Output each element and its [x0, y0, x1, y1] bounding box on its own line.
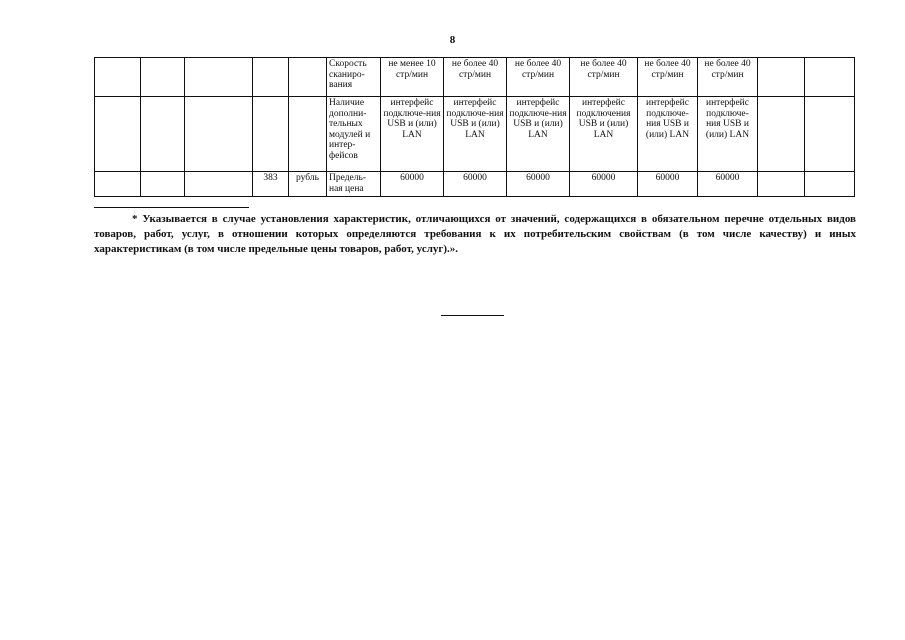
value-cell: 60000 — [638, 172, 698, 197]
value-cell: не более 40 стр/мин — [698, 58, 758, 97]
value-cell: интерфейс подключе-ния USB и (или) LAN — [444, 97, 507, 172]
value-cell: не более 40 стр/мин — [570, 58, 638, 97]
characteristics-table — [94, 57, 855, 197]
characteristic-name: Наличие дополни-тельных модулей и интер-фейсов — [327, 97, 381, 172]
okei-code: 383 — [253, 172, 289, 197]
unit-cell — [289, 97, 327, 172]
empty-cell — [95, 172, 141, 197]
value-cell: 60000 — [570, 172, 638, 197]
footnote-divider — [94, 207, 249, 208]
empty-cell — [185, 97, 253, 172]
value-cell: 60000 — [507, 172, 570, 197]
empty-cell — [758, 172, 805, 197]
value-cell: не более 40 стр/мин — [638, 58, 698, 97]
value-cell: не более 40 стр/мин — [444, 58, 507, 97]
empty-cell — [805, 97, 855, 172]
characteristic-name: Скорость сканиро-вания — [327, 58, 381, 97]
empty-cell — [141, 172, 185, 197]
unit-cell — [289, 58, 327, 97]
table-row-scan-speed — [95, 58, 855, 97]
empty-cell — [141, 58, 185, 97]
empty-cell — [758, 58, 805, 97]
empty-cell — [758, 97, 805, 172]
empty-cell — [95, 58, 141, 97]
page-number: 8 — [449, 34, 456, 46]
footnote-text: * Указывается в случае установления характеристик, отличающихся от значений, содержащихся в обязательном перечне отдельных видов товаров, работ, услуг, в отношении которых определяются требования к их потребительским свойствам (в том числе качеству) и иных характеристикам (в том числе предельные цены товаров, работ, услуг).». — [94, 213, 856, 255]
value-cell: 60000 — [444, 172, 507, 197]
value-cell: 60000 — [381, 172, 444, 197]
value-cell: не менее 10 стр/мин — [381, 58, 444, 97]
code-cell — [253, 97, 289, 172]
empty-cell — [805, 172, 855, 197]
end-of-document-divider — [441, 315, 504, 316]
code-cell — [253, 58, 289, 97]
empty-cell — [805, 58, 855, 97]
empty-cell — [185, 172, 253, 197]
value-cell: интерфейс подключе-ния USB и (или) LAN — [698, 97, 758, 172]
unit-name: рубль — [289, 172, 327, 197]
empty-cell — [141, 97, 185, 172]
value-cell: интерфейс подключе-ния USB и (или) LAN — [638, 97, 698, 172]
value-cell: интерфейс подключе-ния USB и (или) LAN — [381, 97, 444, 172]
value-cell: 60000 — [698, 172, 758, 197]
characteristic-name: Предель-ная цена — [327, 172, 381, 197]
value-cell: не более 40 стр/мин — [507, 58, 570, 97]
table-row-price-limit — [95, 172, 855, 197]
empty-cell — [185, 58, 253, 97]
empty-cell — [95, 97, 141, 172]
value-cell: интерфейс подключе-ния USB и (или) LAN — [507, 97, 570, 172]
value-cell: интерфейс подключения USB и (или) LAN — [570, 97, 638, 172]
table-row-interfaces — [95, 97, 855, 172]
